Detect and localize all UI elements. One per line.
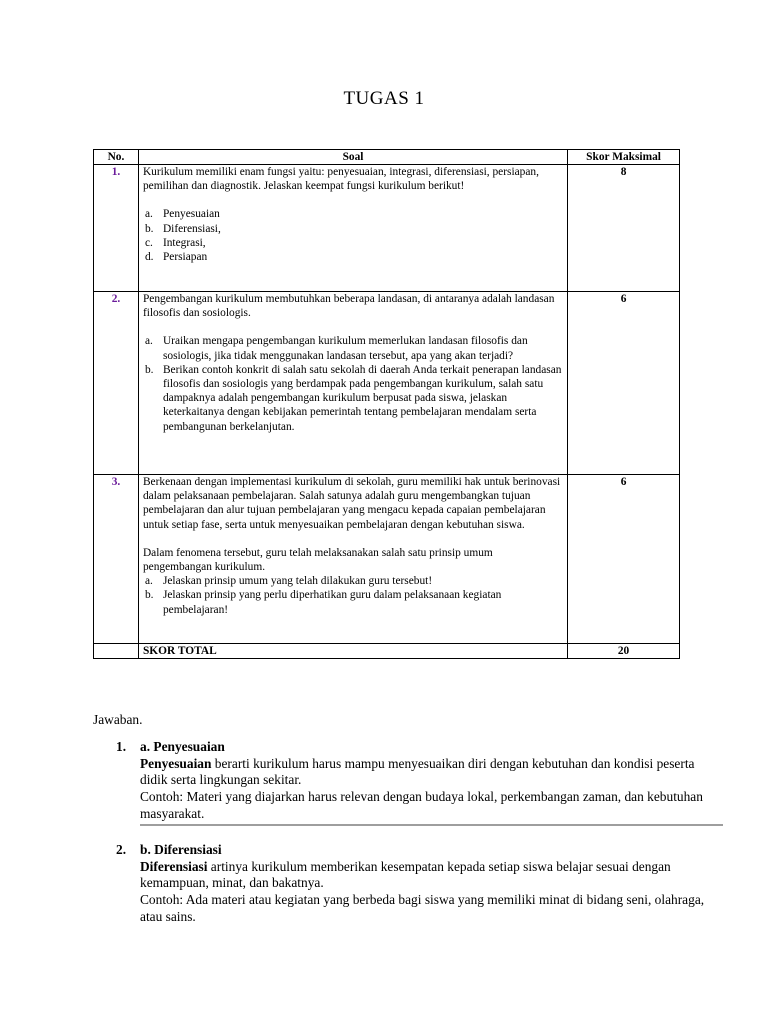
table-row	[94, 475, 680, 644]
total-value: 20	[568, 644, 680, 659]
answers-label: Jawaban.	[93, 712, 143, 727]
header-no: No.	[94, 150, 139, 165]
list-item: d. Persiapan	[144, 251, 208, 264]
list-item: b. Jelaskan prinsip yang perlu diperhatikan guru dalam pelaksanaan kegiatan pembelajaran!	[144, 589, 502, 616]
header-soal: Soal	[138, 150, 567, 165]
question-score: 6	[568, 292, 680, 475]
list-item: b. Diferensiasi,	[144, 222, 221, 235]
page-title: TUGAS 1	[343, 88, 425, 109]
answer-number: 1.	[116, 738, 127, 754]
list-item: b. Berikan contoh konkrit di salah satu sekolah di daerah Anda terkait penerapan landasan filosofis dan sosiologis yang berdampak pada pengembangan kurikulum, salah satu dampaknya adalah pengembangan kurikulum berpusat pada siswa, jelaskan keterkaitanya dengan kebijakan pemerintah tentang pembelajaran mendalam serta pembangunan berkelanjutan.	[144, 363, 562, 433]
table-header-row	[94, 150, 680, 165]
question-subitems	[143, 207, 563, 264]
question-intro: Pengembangan kurikulum membutuhkan beberapa landasan, di antaranya adalah landasan filosofis dan sosiologis.	[142, 293, 555, 320]
question-number: 3.	[94, 475, 139, 644]
total-empty-cell	[94, 644, 139, 659]
list-item: a. Penyesuaian	[144, 208, 220, 221]
question-intro: Berkenaan dengan implementasi kurikulum di sekolah, guru memiliki hak untuk berinovasi dalam pelaksanaan pembelajaran. Salah satunya adalah guru mengembangkan tujuan pembelajaran dan alur tujuan pembelajaran yang mengacu kepada capaian pembelajaran untuk setiap fase, serta untuk menyesuaikan pembelajaran dengan kebutuhan siswa.	[142, 476, 561, 531]
question-intro: Kurikulum memiliki enam fungsi yaitu: penyesuaian, integrasi, diferensiasi, persiapan, pemilihan dan diagnostik. Jelaskan keempat fungsi kurikulum berikut!	[142, 166, 539, 193]
question-number: 1.	[94, 165, 139, 292]
answer-definition: Diferensiasi artinya kurikulum memberikan kesempatan kepada setiap siswa belajar sesuai dengan kemampuan, minat, dan bakatnya.	[140, 858, 671, 891]
question-subitems	[143, 574, 563, 617]
question-score: 8	[568, 165, 680, 292]
list-item: a. Jelaskan prinsip umum yang telah dilakukan guru tersebut!	[144, 575, 433, 588]
answer-number: 2.	[116, 841, 127, 857]
list-item: a. Uraikan mengapa pengembangan kurikulum memerlukan landasan filosofis dan sosiologis, jika tidak menggunakan landasan tersebut, apa yang akan terjadi?	[144, 335, 528, 362]
list-item: c. Integrasi,	[144, 236, 206, 249]
question-cell	[138, 165, 567, 292]
assignment-table	[93, 149, 680, 659]
header-skor: Skor Maksimal	[568, 150, 680, 165]
question-number: 2.	[94, 292, 139, 475]
question-subitems	[143, 334, 563, 433]
table-row	[94, 292, 680, 475]
table-row	[94, 165, 680, 292]
question-cell	[138, 292, 567, 475]
answer-term: Penyesuaian	[140, 755, 212, 771]
answer-item	[93, 842, 723, 926]
answer-example: Contoh: Materi yang diajarkan harus relevan dengan budaya lokal, perkembangan zaman, dan kebutuhan masyarakat.	[140, 789, 703, 821]
answers-section	[93, 712, 723, 926]
answer-heading: a. Penyesuaian	[140, 738, 225, 754]
question-intro-2: Dalam fenomena tersebut, guru telah melaksanakan salah satu prinsip umum pengembangan kurikulum.	[142, 546, 493, 574]
answer-heading: b. Diferensiasi	[140, 841, 222, 857]
answer-example: Contoh: Ada materi atau kegiatan yang berbeda bagi siswa yang memiliki minat di bidang seni, olahraga, atau sains.	[140, 892, 705, 924]
total-label: SKOR TOTAL	[138, 644, 567, 659]
answer-definition: Penyesuaian berarti kurikulum harus mampu menyesuaikan diri dengan kebutuhan dan kondisi peserta didik serta lingkungan sekitar.	[140, 755, 695, 788]
question-score: 6	[568, 475, 680, 644]
divider	[140, 824, 723, 826]
answer-item	[93, 739, 723, 823]
question-cell	[138, 475, 567, 644]
total-row	[94, 644, 680, 659]
answer-term: Diferensiasi	[140, 858, 208, 874]
